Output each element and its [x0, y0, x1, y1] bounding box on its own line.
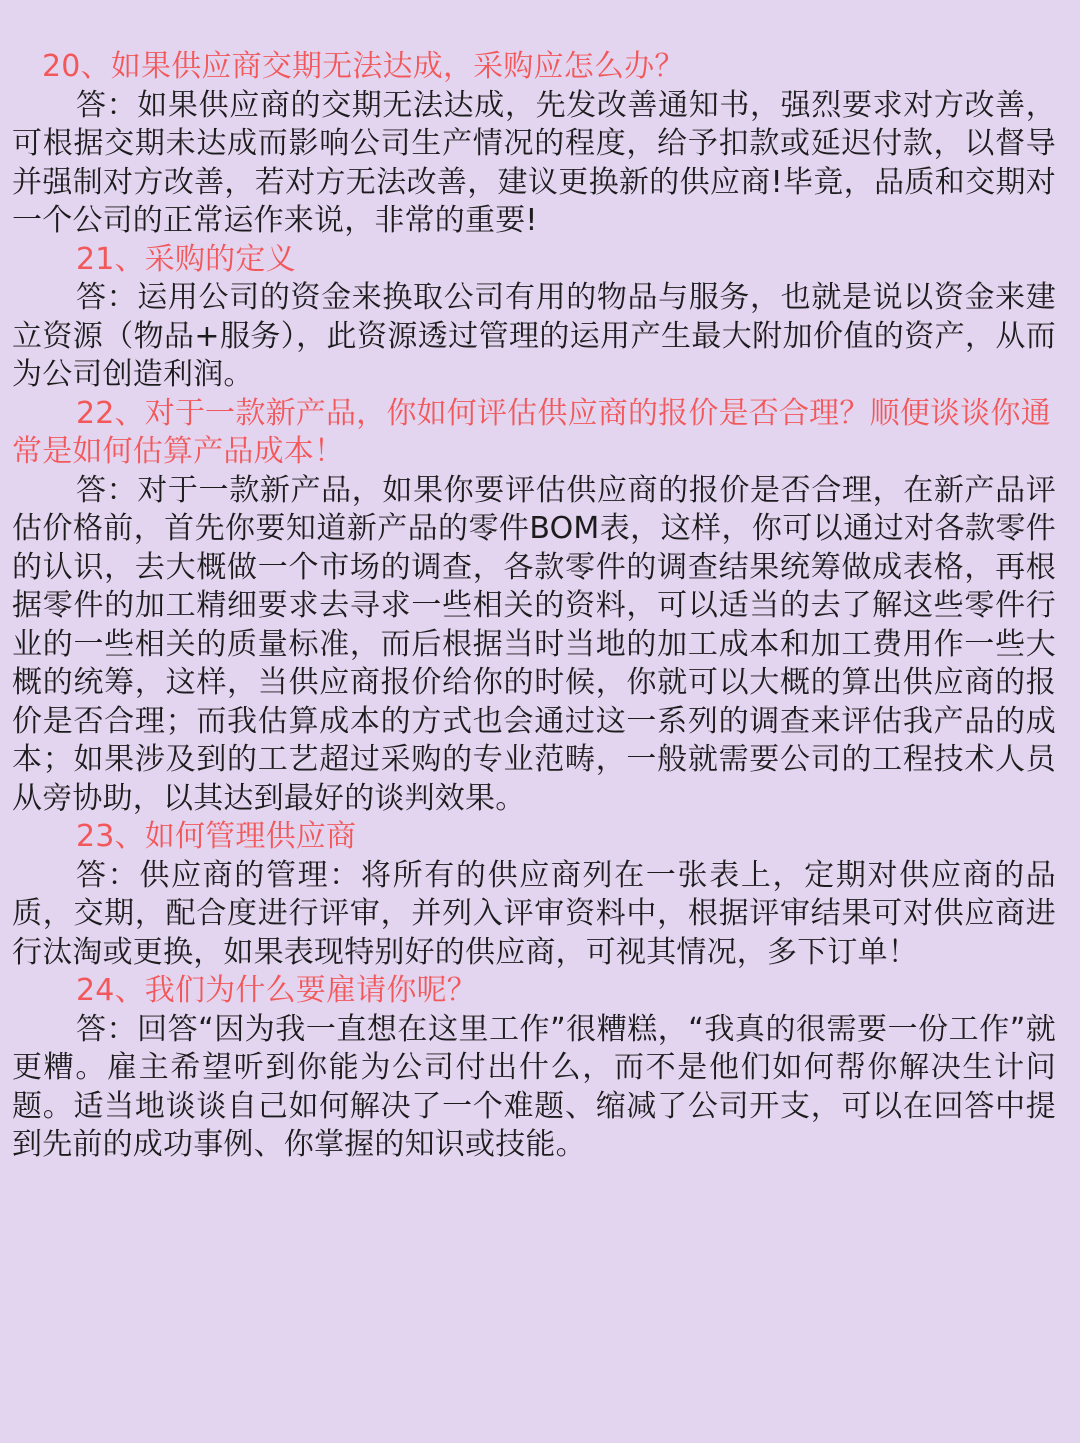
question-24: 24、我们为什么要雇请你呢？ — [76, 973, 477, 1008]
answer-23: 答：供应商的管理：将所有的供应商列在一张表上，定期对供应商的品质，交期，配合度进行评审，并列入评审资料中，根据评审结果可对供应商进行汰淘或更换，如果表现特别好的供应商，可视其情况，多下订单！ — [12, 857, 1056, 970]
question-21: 21、采购的定义 — [76, 241, 296, 277]
question-22: 22、对于一款新产品，你如何评估供应商的报价是否合理？顺便谈谈你通常是如何估算产品成本！ — [12, 395, 1051, 469]
answer-21: 答：运用公司的资金来换取公司有用的物品与服务，也就是说以资金来建立资源（物品+服务），此资源透过管理的运用产生最大附加价值的资产，从而为公司创造利润。 — [12, 280, 1056, 392]
question-23: 23、如何管理供应商 — [76, 819, 357, 854]
answer-20: 答：如果供应商的交期无法达成，先发改善通知书，强烈要求对方改善，可根据交期未达成而影响公司生产情况的程度，给予扣款或延迟付款，以督导并强制对方改善，若对方无法改善，建议更换新的供应商!毕竟，品质和交期对一个公司的正常运作来说，非常的重要! — [12, 87, 1056, 238]
question-20: 20、如果供应商交期无法达成，采购应怎么办？ — [42, 49, 685, 84]
answer-24: 答：回答“因为我一直想在这里工作”很糟糕，“我真的很需要一份工作”就更糟。雇主希望听到你能为公司付出什么，而不是他们如何帮你解决生计问题。适当地谈谈自己如何解决了一个难题、缩减了公司开支，可以在回答中提到先前的成功事例、你掌握的知识或技能。 — [12, 1011, 1056, 1162]
answer-22: 答：对于一款新产品，如果你要评估供应商的报价是否合理，在新产品评估价格前，首先你要知道新产品的零件BOM表，这样，你可以通过对各款零件的认识，去大概做一个市场的调查，各款零件的调查结果统筹做成表格，再根据零件的加工精细要求去寻求一些相关的资料，可以适当的去了解这些零件行业的一些相关的质量标准，而后根据当时当地的加工成本和加工费用作一些大概的统筹，这样，当供应商报价给你的时候，你就可以大概的算出供应商的报价是否合理；而我估算成本的方式也会通过这一系列的调查来评估我产品的成本；如果涉及到的工艺超过采购的专业范畴，一般就需要公司的工程技术人员从旁协助，以其达到最好的谈判效果。 — [12, 472, 1056, 816]
